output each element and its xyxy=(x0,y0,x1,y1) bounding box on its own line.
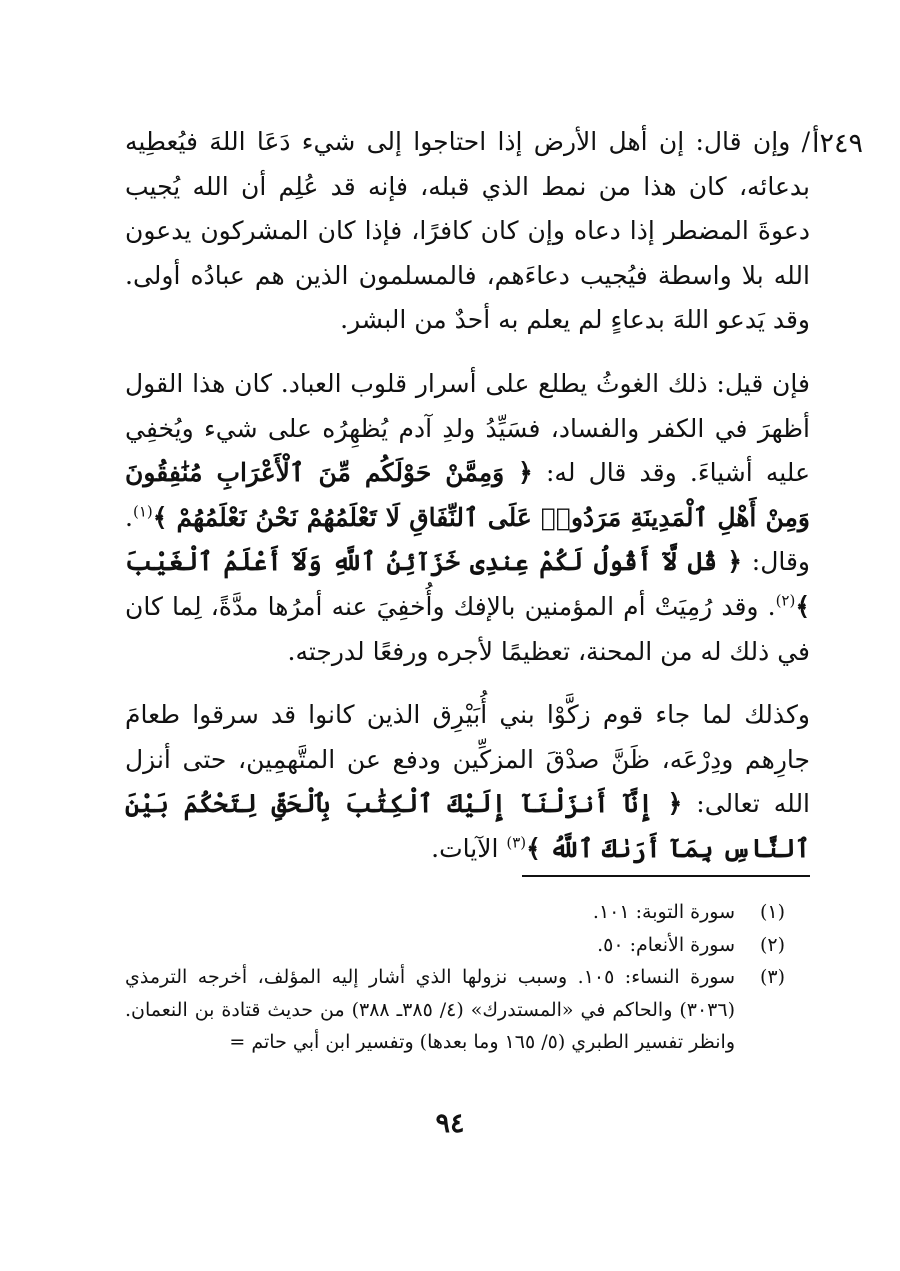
footnote-text: سورة الأنعام: ٥٠. xyxy=(597,933,735,956)
footnote-text: سورة النساء: ١٠٥. وسبب نزولها الذي أشار إليه المؤلف، أخرجه الترمذي (٣٠٣٦) والحاكم في «المستدرك» (٤/ ٣٨٥ـ ٣٨٨) من حديث قتادة بن النعمان. وانظر تفسير الطبري (٥/ ١٦٥ وما بعدها) وتفسير ابن أبي حاتم = xyxy=(125,966,735,1053)
paragraph-1 xyxy=(125,120,810,343)
quran-verse: ﴿ قُل لَّآ أَقُولُ لَكُمْ عِندِى خَزَآئِنُ ٱللَّهِ وَلَآ أَعْلَمُ ٱلْغَيْبَ ﴾ xyxy=(125,547,810,621)
main-text xyxy=(125,120,810,891)
footnote-item xyxy=(125,961,785,1059)
footnote-number: (٣) xyxy=(759,966,785,988)
footnote-marker: (٣) xyxy=(506,833,527,852)
page-number: ٩٤ xyxy=(435,1108,465,1139)
footnote-number: (١) xyxy=(759,901,785,923)
footnote-separator xyxy=(522,875,810,877)
paragraph-3 xyxy=(125,693,810,871)
paragraph-text: فإن قيل: ذلك الغوثُ يطلع على أسرار قلوب العباد. كان هذا القول أظهرَ في الكفر والفساد، فسَيِّدُ ولدِ آدم يُظهِرُه على شيء ويُخفِي عليه أشياءَ. وقد قال له: xyxy=(125,368,810,488)
footnote-number: (٢) xyxy=(759,933,785,956)
quran-verse: ﴿ إِنَّآ أَنزَلْنَآ إِلَيْكَ ٱلْكِتَٰبَ بِٱلْحَقِّ لِتَحْكُمَ بَيْنَ ٱلنَّاسِ بِمَآ أَرَىٰكَ ٱللَّهُ ﴾ xyxy=(125,789,810,863)
footnote-item xyxy=(125,929,785,962)
footnote-text: سورة التوبة: ١٠١. xyxy=(592,901,735,923)
footnote-marker: (١) xyxy=(132,502,153,521)
footnotes xyxy=(125,896,785,1059)
paragraph-text: الآيات. xyxy=(431,833,507,863)
paragraph-2 xyxy=(125,362,810,674)
paragraph-text: . وقد رُمِيَتْ أم المؤمنين بالإفك وأُخفِيَ عنه أمرُها مدَّةً، لِما كان في ذلك له من المحنة، تعظيمًا لأجره ورفعًا لدرجته. xyxy=(125,591,810,666)
paragraph-text: . وقال: xyxy=(125,502,810,577)
footnote-item xyxy=(125,896,785,929)
paragraph-text: وكذلك لما جاء قوم زكَّوْا بني أُبَيْرِق الذين كانوا قد سرقوا طعامَ جارِهم ودِرْعَه، ظَنَّ صدْقَ المزكِّين ودفع عن المتَّهمِين، حتى أنزل الله تعالى: xyxy=(125,700,811,819)
manuscript-folio-reference: ٢٤٩أ xyxy=(812,128,864,159)
quran-verse: ﴿ وَمِمَّنْ حَوْلَكُم مِّنَ ٱلْأَعْرَابِ مُنَٰفِقُونَ وَمِنْ أَهْلِ ٱلْمَدِينَةِ مَرَدُوا۟ عَلَى ٱلنِّفَاقِ لَا تَعْلَمُهُمْ نَحْنُ نَعْلَمُهُمْ ﴾ xyxy=(125,458,810,532)
paragraph-text: / وإن قال: إن أهل الأرض إذا احتاجوا إلى شيء دَعَا اللهَ فيُعطِيه بدعائه، كان هذا من نمط الذي قبله، فإنه قد عُلِم أن الله يُجيب دعوةَ المضطر إذا دعاه وإن كان كافرًا، فإذا كان المشركون يدعون الله بلا واسطة فيُجيب دعاءَهم، فالمسلمون الذين هم عبادُه أولى. وقد يَدعو اللهَ بدعاءٍ لم يعلم به أحدٌ من البشر. xyxy=(125,127,810,335)
footnote-marker: (٢) xyxy=(775,591,796,610)
